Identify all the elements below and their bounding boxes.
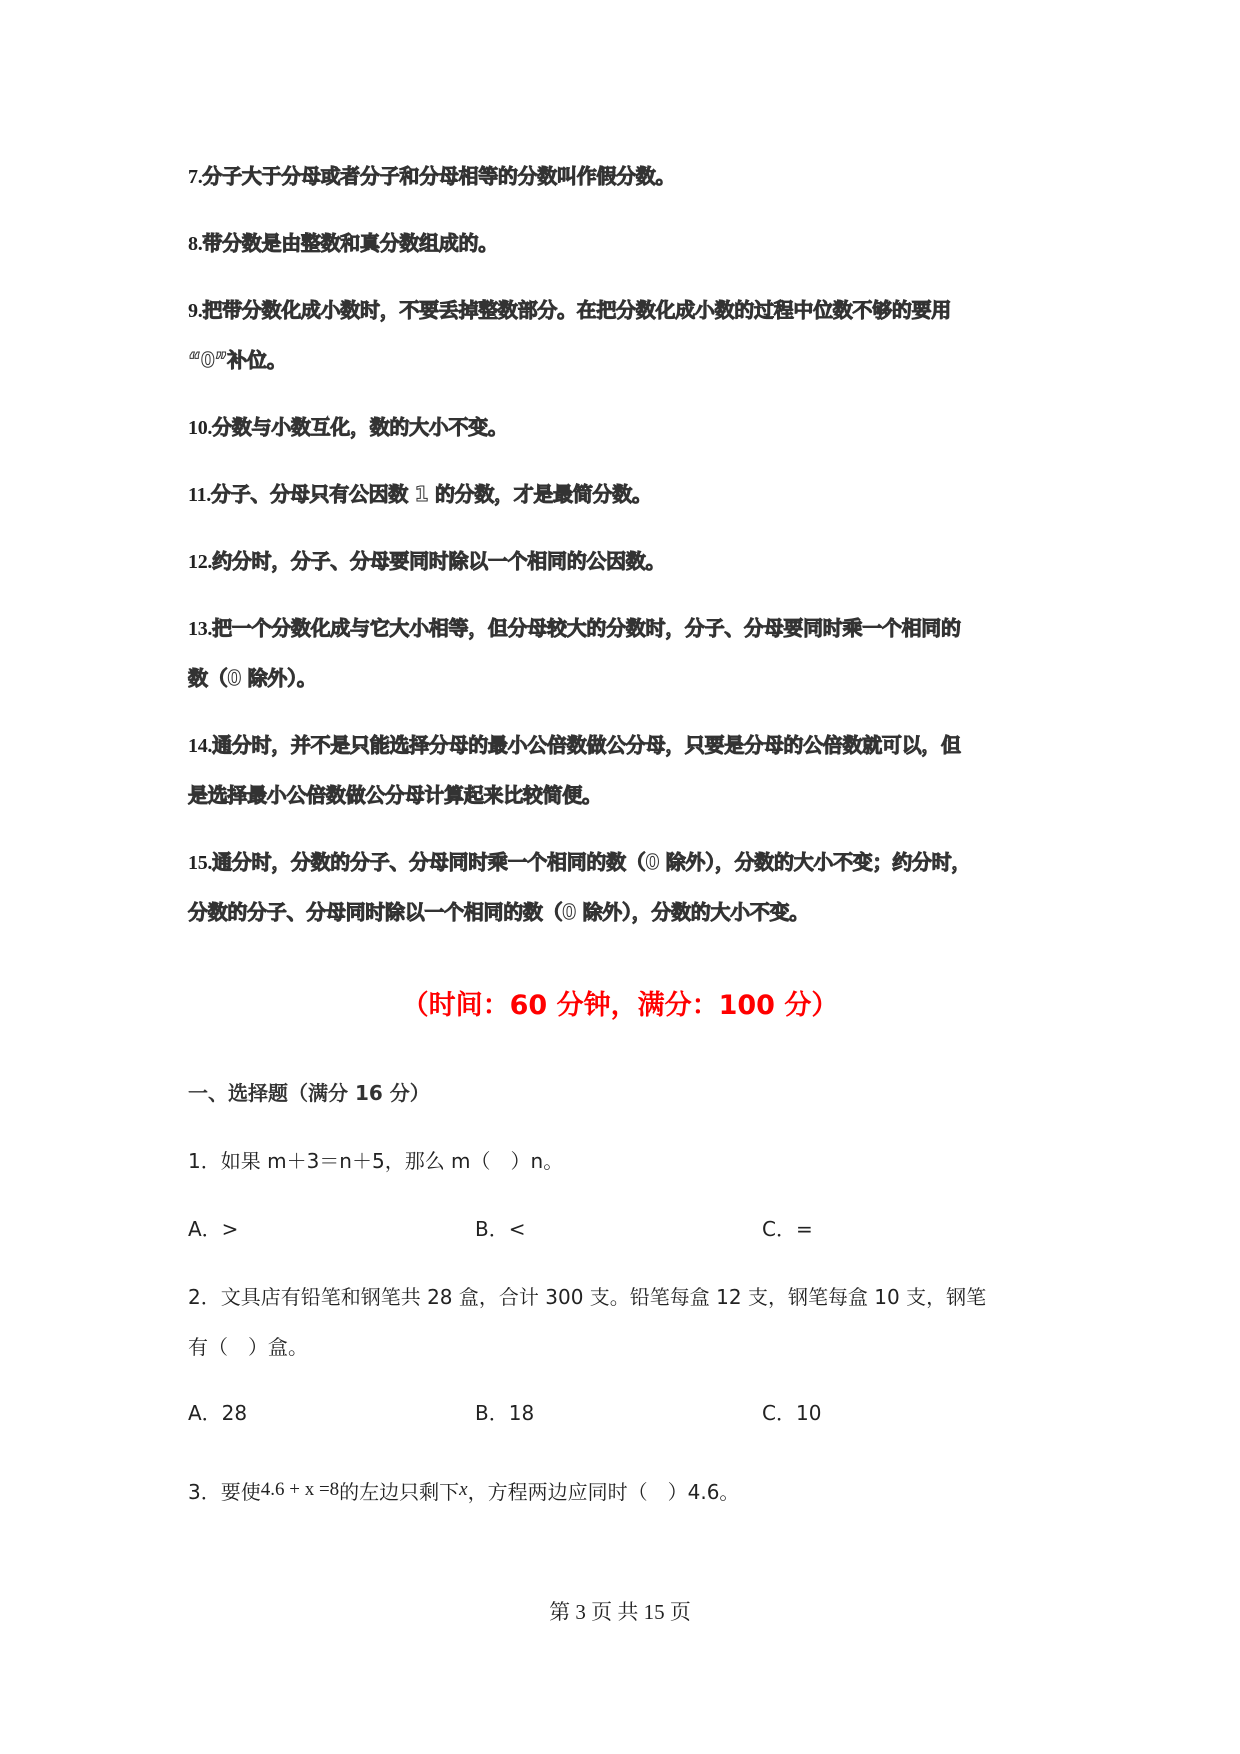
equation: 4.6 + x =8 bbox=[260, 1479, 340, 1500]
point-9-line-2: “0”补位。 bbox=[188, 348, 287, 372]
section-title: 一、选择题（满分 16 分） bbox=[188, 1081, 430, 1105]
point-11: 11.分子、分母只有公因数 1 的分数，才是最简分数。 bbox=[188, 482, 652, 506]
variable-x: x bbox=[459, 1479, 468, 1500]
q1-option-b[interactable]: B．< bbox=[475, 1217, 526, 1241]
q2-option-b[interactable]: B．18 bbox=[475, 1401, 535, 1425]
point-7: 7.分子大于分母或者分子和分母相等的分数叫作假分数。 bbox=[188, 164, 676, 188]
q2-option-c[interactable]: C．10 bbox=[762, 1401, 822, 1425]
point-12: 12.约分时，分子、分母要同时除以一个相同的公因数。 bbox=[188, 549, 666, 573]
point-15-line-2: 分数的分子、分母同时除以一个相同的数（0 除外），分数的大小不变。 bbox=[188, 900, 809, 924]
q2-option-a[interactable]: A．28 bbox=[188, 1401, 248, 1425]
question-1: 1．如果 m＋3＝n＋5，那么 m（ ）n。 bbox=[188, 1149, 564, 1173]
point-10: 10.分数与小数互化，数的大小不变。 bbox=[188, 415, 508, 439]
point-9-line-1: 9.把带分数化成小数时，不要丢掉整数部分。在把分数化成小数的过程中位数不够的要用 bbox=[188, 298, 952, 322]
q1-option-a[interactable]: A．> bbox=[188, 1217, 239, 1241]
question-2-line-1: 2．文具店有铅笔和钢笔共 28 盒，合计 300 支。铅笔每盒 12 支，钢笔每盒 10 支，钢笔 bbox=[188, 1285, 987, 1309]
page-number: 第 3 页 共 15 页 bbox=[549, 1600, 691, 1624]
point-13-line-2: 数（0 除外）。 bbox=[188, 666, 317, 690]
point-14-line-1: 14.通分时，并不是只能选择分母的最小公倍数做公分母，只要是分母的公倍数就可以，但 bbox=[188, 733, 961, 757]
point-8: 8.带分数是由整数和真分数组成的。 bbox=[188, 231, 498, 255]
point-15-line-1: 15.通分时，分数的分子、分母同时乘一个相同的数（0 除外），分数的大小不变；约分时， bbox=[188, 850, 971, 874]
exam-time-header: （时间：60 分钟，满分：100 分） bbox=[401, 990, 839, 1021]
question-2-line-2: 有（ ）盒。 bbox=[188, 1335, 308, 1359]
question-3: 3．要使4.6 + x =8的左边只剩下x，方程两边应同时（ ）4.6。 bbox=[188, 1479, 740, 1504]
q1-option-c[interactable]: C．= bbox=[762, 1217, 813, 1241]
point-13-line-1: 13.把一个分数化成与它大小相等，但分母较大的分数时，分子、分母要同时乘一个相同的 bbox=[188, 616, 961, 640]
point-14-line-2: 是选择最小公倍数做公分母计算起来比较简便。 bbox=[188, 783, 602, 807]
